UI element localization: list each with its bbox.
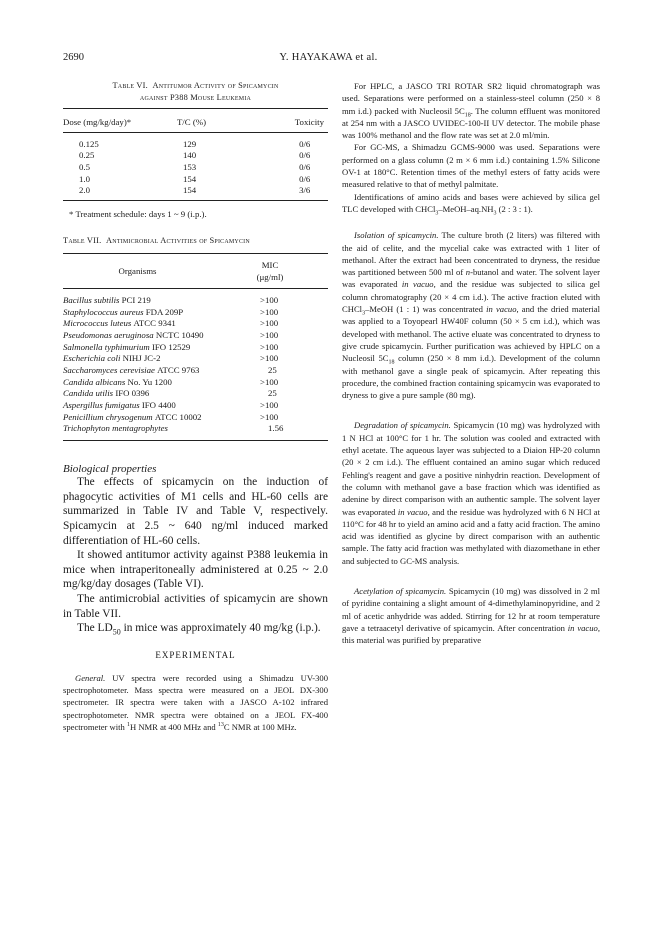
table6-col-toxicity: Toxicity: [294, 117, 324, 127]
paragraph: It showed antitumor activity against P388 leukemia in mice when intraperitoneally administered at 0.25 ~ 2.0 mg/kg/day dosages (Table VI).: [63, 549, 328, 591]
left-column: [63, 80, 328, 733]
right-column-text: [342, 80, 600, 646]
table6-caption: Table VI. Antitumor Activity of Spicamycin against P388 Mouse Leukemia: [112, 81, 279, 102]
table7-caption: Table VII. Antimicrobial Activities of Spicamycin: [63, 235, 250, 245]
table7-col-mic: MIC (μg/ml): [256, 259, 284, 282]
paragraph: The antimicrobial activities of spicamycin are shown in Table VII.: [63, 592, 328, 620]
page-number: 2690: [63, 52, 84, 63]
table6-bottom-rule: [63, 200, 328, 201]
table-row: 2.0 154 3/6: [79, 185, 311, 196]
paragraph: The $LD_{50}$ in mice was approximately 40 mg/kg (i.p.).: [77, 622, 321, 637]
table6-col-tc: T/C (%): [176, 117, 207, 127]
table-row: Candida albicans No. Yu 1200 >100: [63, 376, 279, 387]
running-title: Y. HAYAKAWA et al.: [279, 52, 378, 63]
table-row: Penicillium chrysogenum ATCC 10002 >100: [63, 411, 279, 422]
table7-bottom-rule: [63, 440, 328, 441]
table7: [63, 254, 328, 436]
table-row: Saccharomyces cerevisiae ATCC 9763 25: [63, 364, 277, 375]
table-row: Micrococcus luteus ATCC 9341 >100: [63, 318, 279, 329]
paragraph-identification: Identifications of amino acids and bases were achieved by silica gel TLC developed with $CHCl_3-MeOH-aq.NH_3$ (2 : 3 : 1).: [342, 191, 600, 217]
table-row: Trichophyton mentagrophytes 1.56: [63, 423, 284, 434]
table-row: Aspergillus fumigatus IFO 4400 >100: [63, 400, 279, 410]
paragraph-acetylation: Acetylation of spicamycin. Spicamycin (10 mg) was dissolved in 2 ml of pyridine containing a slight amount of 4-dimethylaminopyridine, and 2 ml of acetic anhydride was added. Stirring for 12 hr at room temperature gave a tetraacetyl derivative of spicamycin. After concentration in vacuo, this material was purified by preparative: [342, 585, 600, 646]
paragraph-degradation: Degradation of spicamycin. Spicamycin (10 mg) was hydrolyzed with 1 N HCl at 100°C for 1 hr. The solution was cooled and extracted with ethyl acetate. The aqueous layer was subjected to a Diaion HP-20 column (20 × 2 cm i.d.). The effluent contained an amino sugar which reduced Fehling's reagent and gave a positive ninhydrin reaction. Development of the column with methanol gave a base fraction which was identified as adenine by direct comparison with an authentic sample. The solvent layer was evaporated in vacuo, and the residue was hydrolyzed with 6 N HCl at 110°C for 48 hr to yield an amino acid and a fatty acid fraction. The amino acid was identified as glycine by direct comparison with an authentic sample. The fatty acid fraction was methylated with diazomethane in ether and subjected to GC-MS analysis.: [342, 420, 601, 566]
paragraph-gcms: For GC-MS, a Shimadzu GCMS-9000 was used. Separations were performed on a glass column (2 m × 6 mm i.d.) containing 1.5% Silicone OV-1 at 180°C. Retention times of the methyl esters of fatty acids were measured relative to that of methyl palmitate.: [342, 142, 600, 190]
paragraph: The effects of spicamycin on the induction of phagocytic activities of M1 cells and HL-60 cells are summarized in Table IV and Table V, respectively. Spicamycin at 2.5 ~ 640 ng/ml induced marked differentiation of HL-60 cells.: [63, 476, 328, 547]
table-row: Staphylococcus aureus FDA 209P >100: [63, 306, 279, 317]
paragraph-isolation: Isolation of spicamycin. The culture broth (2 liters) was filtered with the aid of celite, and the mycelial cake was extracted with 1 liter of methanol. After the extract had been concentrated to dryness, the residue was partitioned between 500 ml of n-butanol and water. The solvent layer was evaporated in vacuo, and the residue was subjected to silica gel column chromatography (20 × 4 cm i.d.). The active fraction eluted with CHCl$_3$–MeOH (1 : 1) was concentrated in vacuo, and the dried material was applied to a Toyopearl HW40F column (50 × 5 cm i.d.), which was developed with methanol. The active eluate was concentrated to dryness to give crude spicamycin. Further purification was achieved by HPLC on a Nucleosil $5C_{18}$ column (250 × 8 mm i.d.). Development of the column with methanol gave a single peak of spicamycin. After repeating this procedure, the combined fraction containing spicamycin was evaporated to dryness to give a pure sample (80 mg).: [342, 230, 601, 401]
biological-text: [63, 475, 328, 636]
table-row: Candida utilis IFO 0396 25: [63, 388, 277, 399]
section-heading-biological: Biological properties: [63, 463, 157, 476]
table-row: Escherichia coli NIHJ JC-2 >100: [63, 353, 279, 364]
table6-top-rule: [63, 108, 328, 109]
table-row: 0.25 140 0/6: [79, 150, 311, 161]
table-row: 0.5 153 0/6: [79, 161, 311, 172]
paragraph: General. UV spectra were recorded using a Shimadzu UV-300 spectrophotometer. Mass spectra were measured on a JEOL DX-300 spectrometer. IR spectra were taken with a JASCO A-102 infrared spectrophotometer. NMR spectra were obtained on a JEOL FX-400 spectrometer with $^1$H NMR at 400 MHz and $^{13}$C NMR at 100 MHz.: [63, 672, 328, 732]
table7-col-organisms: Organisms: [118, 265, 157, 276]
experimental-general-text: [63, 672, 328, 733]
table-row: 1.0 154 0/6: [79, 173, 311, 184]
table-row: Salmonella typhimurium IFO 12529 >100: [63, 341, 279, 352]
table-row: 0.125 129 0/6: [79, 138, 311, 149]
table6-footnote: * Treatment schedule: days 1 ~ 9 (i.p.).: [69, 208, 207, 219]
table6: [63, 112, 328, 200]
table-row: Pseudomonas aeruginosa NCTC 10490 >100: [63, 329, 279, 340]
right-column: [342, 80, 600, 646]
table6-col-dose: Dose (mg/kg/day)*: [63, 117, 132, 127]
section-heading-experimental: EXPERIMENTAL: [155, 649, 236, 660]
table-row: Bacillus subtilis PCI 219 >100: [63, 294, 279, 305]
paragraph-hplc: For HPLC, a JASCO TRI ROTAR SR2 liquid chromatograph was used. Separations were performed on a stainless-steel column (250 × 8 mm i.d.) packed with Nucleosil $5C_{18}$. The column effluent was monitored at 254 nm with a JASCO UVIDEC-100-II UV detector. The mobile phase was 100% methanol and the flow rate was set at 2.0 ml/min.: [342, 81, 600, 141]
